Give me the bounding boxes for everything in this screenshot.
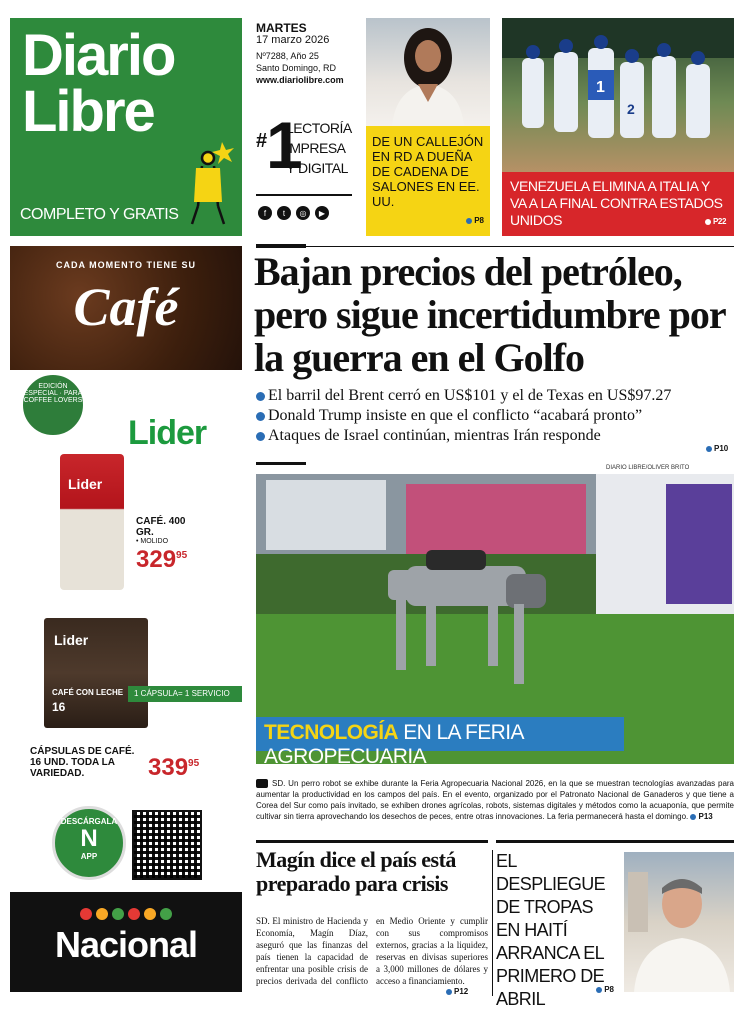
page-ref: P12 [446,987,468,996]
rank-line-2: IMPRESA [286,140,346,156]
product1-sub: • MOLIDO [136,538,169,545]
svg-text:1: 1 [596,79,605,96]
page-ref: P8 [466,213,484,228]
twitter-icon[interactable]: t [277,206,291,220]
masthead-tagline: COMPLETO Y GRATIS [20,206,179,223]
dot-icon [112,908,124,920]
edition-url[interactable]: www.diariolibre.com [256,75,344,85]
brand-line-1: Diario [22,23,175,88]
baseball-celebration-photo [502,18,734,172]
photo-credit: DIARIO LIBRE/OLIVER BRITO [606,465,690,471]
masthead-logo [22,23,175,144]
capsule-box-image: Lider CAFÉ CON LECHE 16 [44,618,148,728]
rank-hash: # [256,130,268,152]
serving-note: 1 CÁPSULA= 1 SERVICIO [128,686,242,702]
main-bullets [256,386,734,446]
dot-icon [80,908,92,920]
divider [492,850,493,996]
divider [256,246,734,247]
story-magin-body: SD. El ministro de Hacienda y Economía, Magín Díaz, aseguró que las finanzas del país tienen la capacidad de enfrentar una posible crisis de precios derivada del conflicto en Medio Oriente y cumplir con sus compromisos externos, gracias a la liquidez, reservas en divisas superiores a 3,000 millones de dólares y acceso a financiamiento. [256,916,488,986]
product2-price: $339^{95}$ [148,754,200,781]
page-ref: P22 [705,213,726,230]
story-haiti-headline: EL DESPLIEGUE DE TROPAS EN HAITÍ ARRANCA EL PRIMERO DE ABRIL [496,851,606,1009]
bullet-item: Ataques de Israel continúan, mientras Irán responde [256,426,734,446]
page-ref: P13 [698,812,713,821]
brand-line-2: Libre [22,79,154,144]
edition-city: Santo Domingo, RD [256,63,337,73]
dot-icon [96,908,108,920]
svg-text:2: 2 [627,101,635,117]
divider [256,840,488,843]
rank-line-3: Y DIGITAL [286,160,348,176]
edition-issue: Nº7288, Año 25 [256,51,319,61]
bullet-item: El barril del Brent cerró en US$101 y el de Texas en US$97.27 [256,386,734,406]
teaser-text: DE UN CALLEJÓN EN RD A DUEÑA DE CADENA DE SALONES EN EE. UU. [372,134,484,209]
rank-text [286,118,352,178]
teaser-caption [502,172,734,236]
qr-code-icon[interactable] [132,810,202,880]
photo-caption: SD. Un perro robot se exhibe durante la Feria Agropecuaria Nacional 2026, en la que se muestran tecnologías avanzadas para aumentar la productividad en los campos del país. En el evento, organizado por el Patronato Nacional de Ganaderos y que tiene a Corea del Sur como país invitado, se exhiben drones agrícolas, robots, sistemas digitales y métodos como la acuaponía, que permite cultivar sin tierra aprovechando los desechos de peces, entre otras innovaciones. La feria permanecerá hasta el domingo. P13 [256,779,734,821]
edition-day: MARTES [256,21,307,35]
coffee-tagline: CADA MOMENTO TIENE SU [55,260,196,270]
dot-icon [160,908,172,920]
teaser-baseball[interactable] [502,18,734,236]
divider [256,462,306,465]
nacional-dots [80,908,172,920]
page-ref: P8 [596,985,614,994]
youtube-icon[interactable]: ▶ [315,206,329,220]
instagram-icon[interactable]: ◎ [296,206,310,220]
edition-info [256,22,356,86]
woman-portrait-photo [366,18,490,126]
divider [256,194,352,196]
teaser-text: VENEZUELA ELIMINA A ITALIA Y VA A LA FINAL CONTRA ESTADOS UNIDOS [510,178,723,228]
edition-date: 17 marzo 2026 [256,34,330,46]
bullet-item: Donald Trump insiste en que el conflicto “acabará pronto” [256,406,734,426]
social-links [258,206,329,220]
coffee-bag-image: Lider [60,454,124,590]
teaser-salon-owner[interactable] [366,18,490,236]
lider-logo: Lider [128,414,207,452]
dot-icon [128,908,140,920]
special-edition-badge: EDICIÓN ESPECIAL · PARA COFFEE LOVERS [20,372,86,438]
product2-label: CÁPSULAS DE CAFÉ. 16 UND. TODA LA VARIEDAD. [30,746,135,779]
coffee-banner [10,246,242,370]
camera-icon [256,779,268,788]
product1-price: $329^{95}$ [136,546,188,573]
product1-label: CAFÉ. 400 GR. [136,516,186,538]
teaser-caption [366,126,490,236]
story-haiti[interactable] [496,850,620,1009]
nacional-ad[interactable] [10,892,242,992]
rank-number: 1 [266,108,303,182]
rank-line-1: LECTORÍA [286,120,352,136]
masthead[interactable] [10,18,242,236]
newspaper-vendor-icon [182,136,234,228]
facebook-icon[interactable]: f [258,206,272,220]
page-ref: P10 [706,444,728,453]
dot-icon [144,908,156,920]
photo-title: TECNOLOGÍA EN LA FERIA AGROPECUARIA [256,717,624,751]
coffee-title: Café [73,277,179,337]
main-headline[interactable]: Bajan precios del petróleo, pero sigue incertidumbre por la guerra en el Golfo [254,249,725,380]
nacional-logo: Nacional [54,924,198,965]
divider [496,840,734,843]
official-portrait-photo [624,852,734,992]
readership-rank [256,110,356,186]
download-app-badge[interactable]: DESCÁRGALA N APP [52,806,126,880]
lider-coffee-ad[interactable] [10,246,242,796]
story-magin-headline[interactable]: Magín dice el país está preparado para crisis [256,847,456,896]
